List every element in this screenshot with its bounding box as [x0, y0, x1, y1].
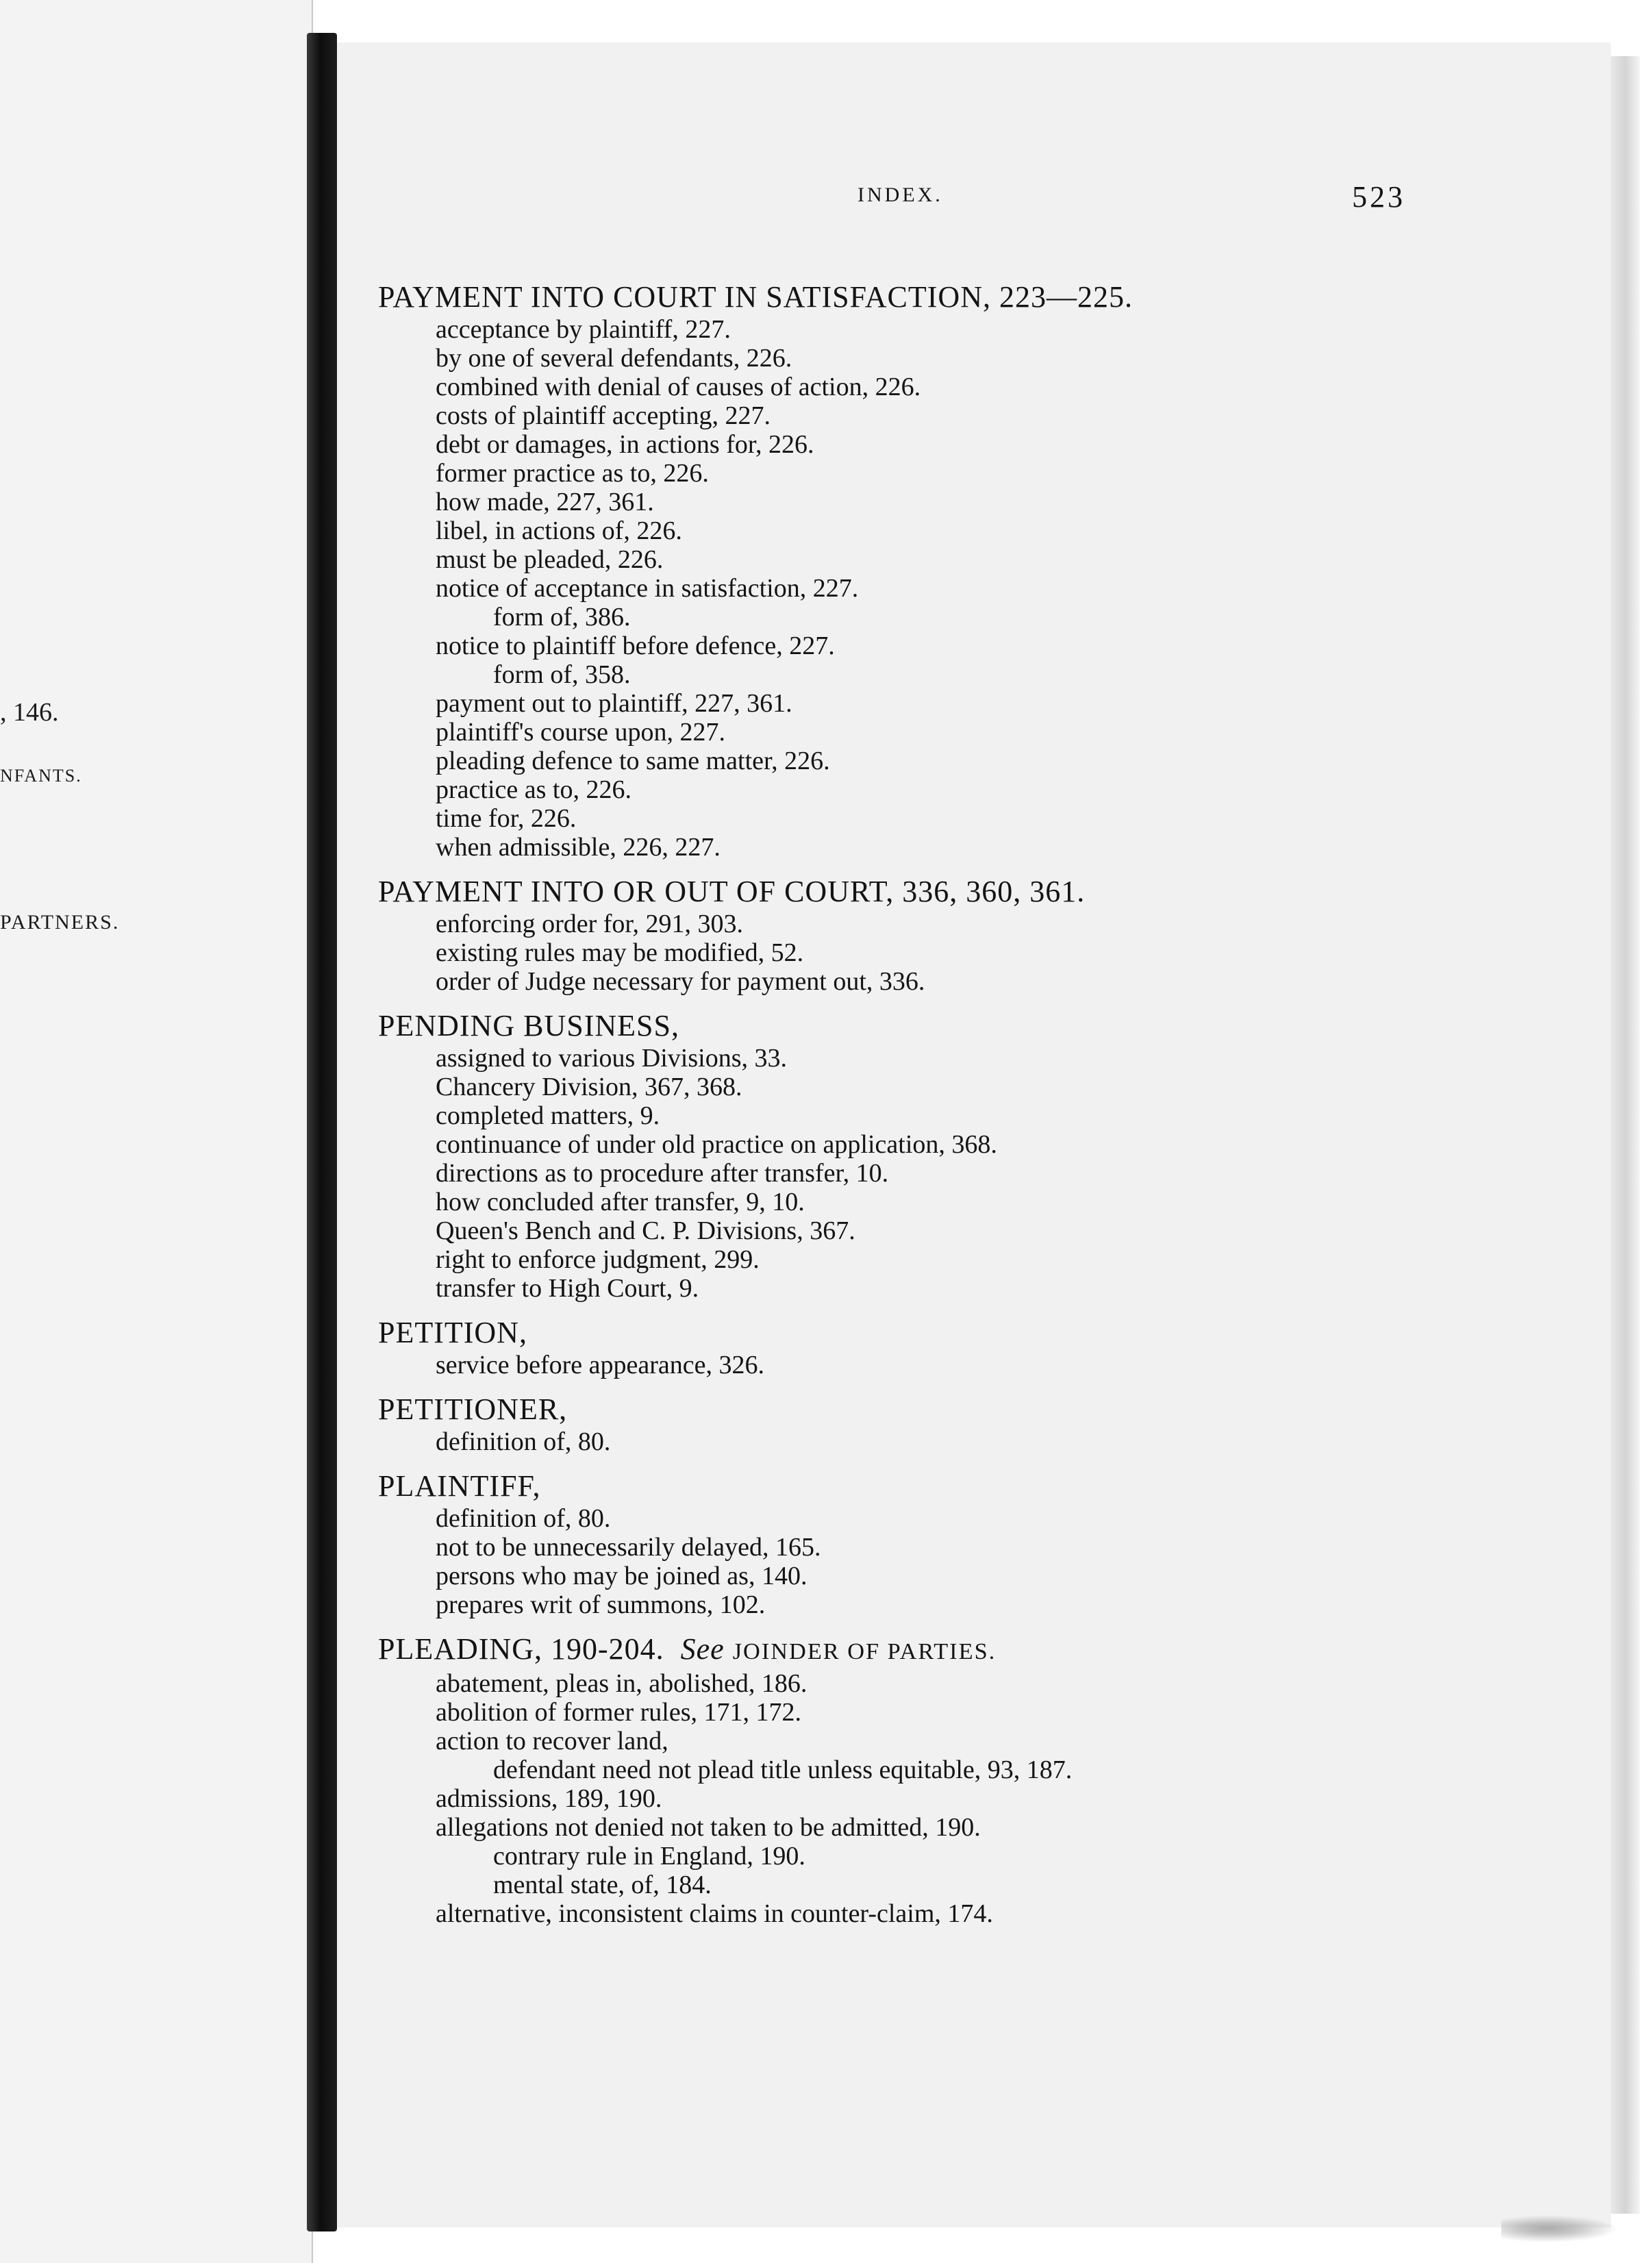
index-subentry: transfer to High Court, 9. — [436, 1274, 699, 1303]
index-subentry: assigned to various Divisions, 33. — [436, 1044, 787, 1073]
see-reference-target: JOINDER OF PARTIES. — [732, 1638, 997, 1664]
index-entry — [378, 874, 1570, 996]
index-subentry: definition of, 80. — [436, 1427, 611, 1456]
running-title: INDEX. — [858, 184, 943, 206]
left-page-fragment: , 146. — [0, 698, 59, 727]
index-subentry: practice as to, 226. — [436, 775, 631, 804]
index-subentry: costs of plaintiff accepting, 227. — [436, 401, 771, 430]
index-subentry: abolition of former rules, 171, 172. — [436, 1698, 802, 1727]
index-subentry: time for, 226. — [436, 804, 577, 833]
index-subentry: order of Judge necessary for payment out, 336. — [436, 967, 925, 996]
index-subentry: pleading defence to same matter, 226. — [436, 747, 830, 775]
index-heading — [378, 874, 1570, 910]
index-entry — [378, 1008, 1570, 1303]
index-subentry: prepares writ of summons, 102. — [436, 1590, 766, 1619]
index-subentry: plaintiff's course upon, 227. — [436, 718, 726, 747]
see-reference-label: See — [680, 1632, 725, 1666]
index-heading-text: PETITIONER, — [378, 1392, 568, 1426]
index-subentry: completed matters, 9. — [436, 1101, 660, 1130]
index-subentry: debt or damages, in actions for, 226. — [436, 430, 814, 459]
index-page — [337, 42, 1611, 2227]
index-subsubentry: form of, 358. — [493, 660, 631, 689]
scan-blemish — [1501, 2215, 1618, 2242]
index-subentry: service before appearance, 326. — [436, 1351, 764, 1379]
index-heading-text: PLEADING, 190-204. — [378, 1632, 664, 1666]
index-heading — [378, 1468, 1570, 1504]
index-subsubentry: contrary rule in England, 190. — [493, 1842, 805, 1871]
index-subentry: how made, 227, 361. — [436, 488, 654, 516]
index-subsubentry: defendant need not plead title unless equitable, 93, 187. — [493, 1755, 1073, 1784]
index-entry — [378, 279, 1570, 862]
index-heading-text: PAYMENT INTO OR OUT OF COURT, 336, 360, 361. — [378, 875, 1086, 908]
index-heading — [378, 1392, 1570, 1427]
running-head — [337, 180, 1611, 225]
index-subentry: existing rules may be modified, 52. — [436, 938, 804, 967]
index-heading-text: PLAINTIFF, — [378, 1469, 541, 1503]
index-subentry: allegations not denied not taken to be admitted, 190. — [436, 1813, 981, 1842]
index-subsubentry: mental state, of, 184. — [493, 1871, 712, 1899]
index-subentry: right to enforce judgment, 299. — [436, 1245, 760, 1274]
index-entry — [378, 1315, 1570, 1379]
index-subentry: directions as to procedure after transfer, 10. — [436, 1159, 889, 1188]
index-list — [378, 267, 1570, 1928]
index-subentry: Chancery Division, 367, 368. — [436, 1073, 742, 1101]
left-page-fragment: NFANTS. — [0, 766, 82, 786]
index-subentry: notice to plaintiff before defence, 227. — [436, 632, 835, 660]
left-facing-page — [0, 0, 313, 2263]
index-subentry: persons who may be joined as, 140. — [436, 1562, 808, 1590]
page-number: 523 — [1352, 180, 1405, 214]
index-heading — [378, 1631, 1570, 1669]
index-subentry: alternative, inconsistent claims in counter-claim, 174. — [436, 1899, 993, 1928]
index-subentry: acceptance by plaintiff, 227. — [436, 315, 731, 344]
index-subentry: Queen's Bench and C. P. Divisions, 367. — [436, 1216, 855, 1245]
index-subentry: former practice as to, 226. — [436, 459, 709, 488]
index-subentry: not to be unnecessarily delayed, 165. — [436, 1533, 821, 1562]
index-subentry: how concluded after transfer, 9, 10. — [436, 1188, 805, 1216]
index-entry — [378, 1631, 1570, 1928]
index-subentry: enforcing order for, 291, 303. — [436, 910, 744, 938]
index-heading — [378, 1315, 1570, 1351]
index-subentry: definition of, 80. — [436, 1504, 611, 1533]
index-subentry: admissions, 189, 190. — [436, 1784, 662, 1813]
index-subentry: payment out to plaintiff, 227, 361. — [436, 689, 792, 718]
left-page-fragment: PARTNERS. — [0, 911, 120, 934]
index-subentry: must be pleaded, 226. — [436, 545, 664, 574]
index-heading — [378, 1008, 1570, 1044]
index-subentry: abatement, pleas in, abolished, 186. — [436, 1669, 808, 1698]
index-heading-text: PETITION, — [378, 1316, 527, 1349]
index-subentry: notice of acceptance in satisfaction, 227. — [436, 574, 859, 603]
index-subentry: combined with denial of causes of action, 226. — [436, 373, 921, 401]
index-entry — [378, 1468, 1570, 1619]
index-heading-text: PAYMENT INTO COURT IN SATISFACTION, 223—225. — [378, 280, 1133, 314]
index-subentry: action to recover land, — [436, 1727, 668, 1755]
index-subentry: when admissible, 226, 227. — [436, 833, 721, 862]
book-gutter — [307, 33, 337, 2231]
index-heading-text: PENDING BUSINESS, — [378, 1009, 679, 1042]
index-subentry: by one of several defendants, 226. — [436, 344, 792, 373]
index-entry — [378, 1392, 1570, 1456]
index-subsubentry: form of, 386. — [493, 603, 631, 632]
index-subentry: continuance of under old practice on application, 368. — [436, 1130, 997, 1159]
index-subentry: libel, in actions of, 226. — [436, 516, 682, 545]
index-heading — [378, 279, 1570, 315]
page-edge — [1611, 56, 1640, 2214]
